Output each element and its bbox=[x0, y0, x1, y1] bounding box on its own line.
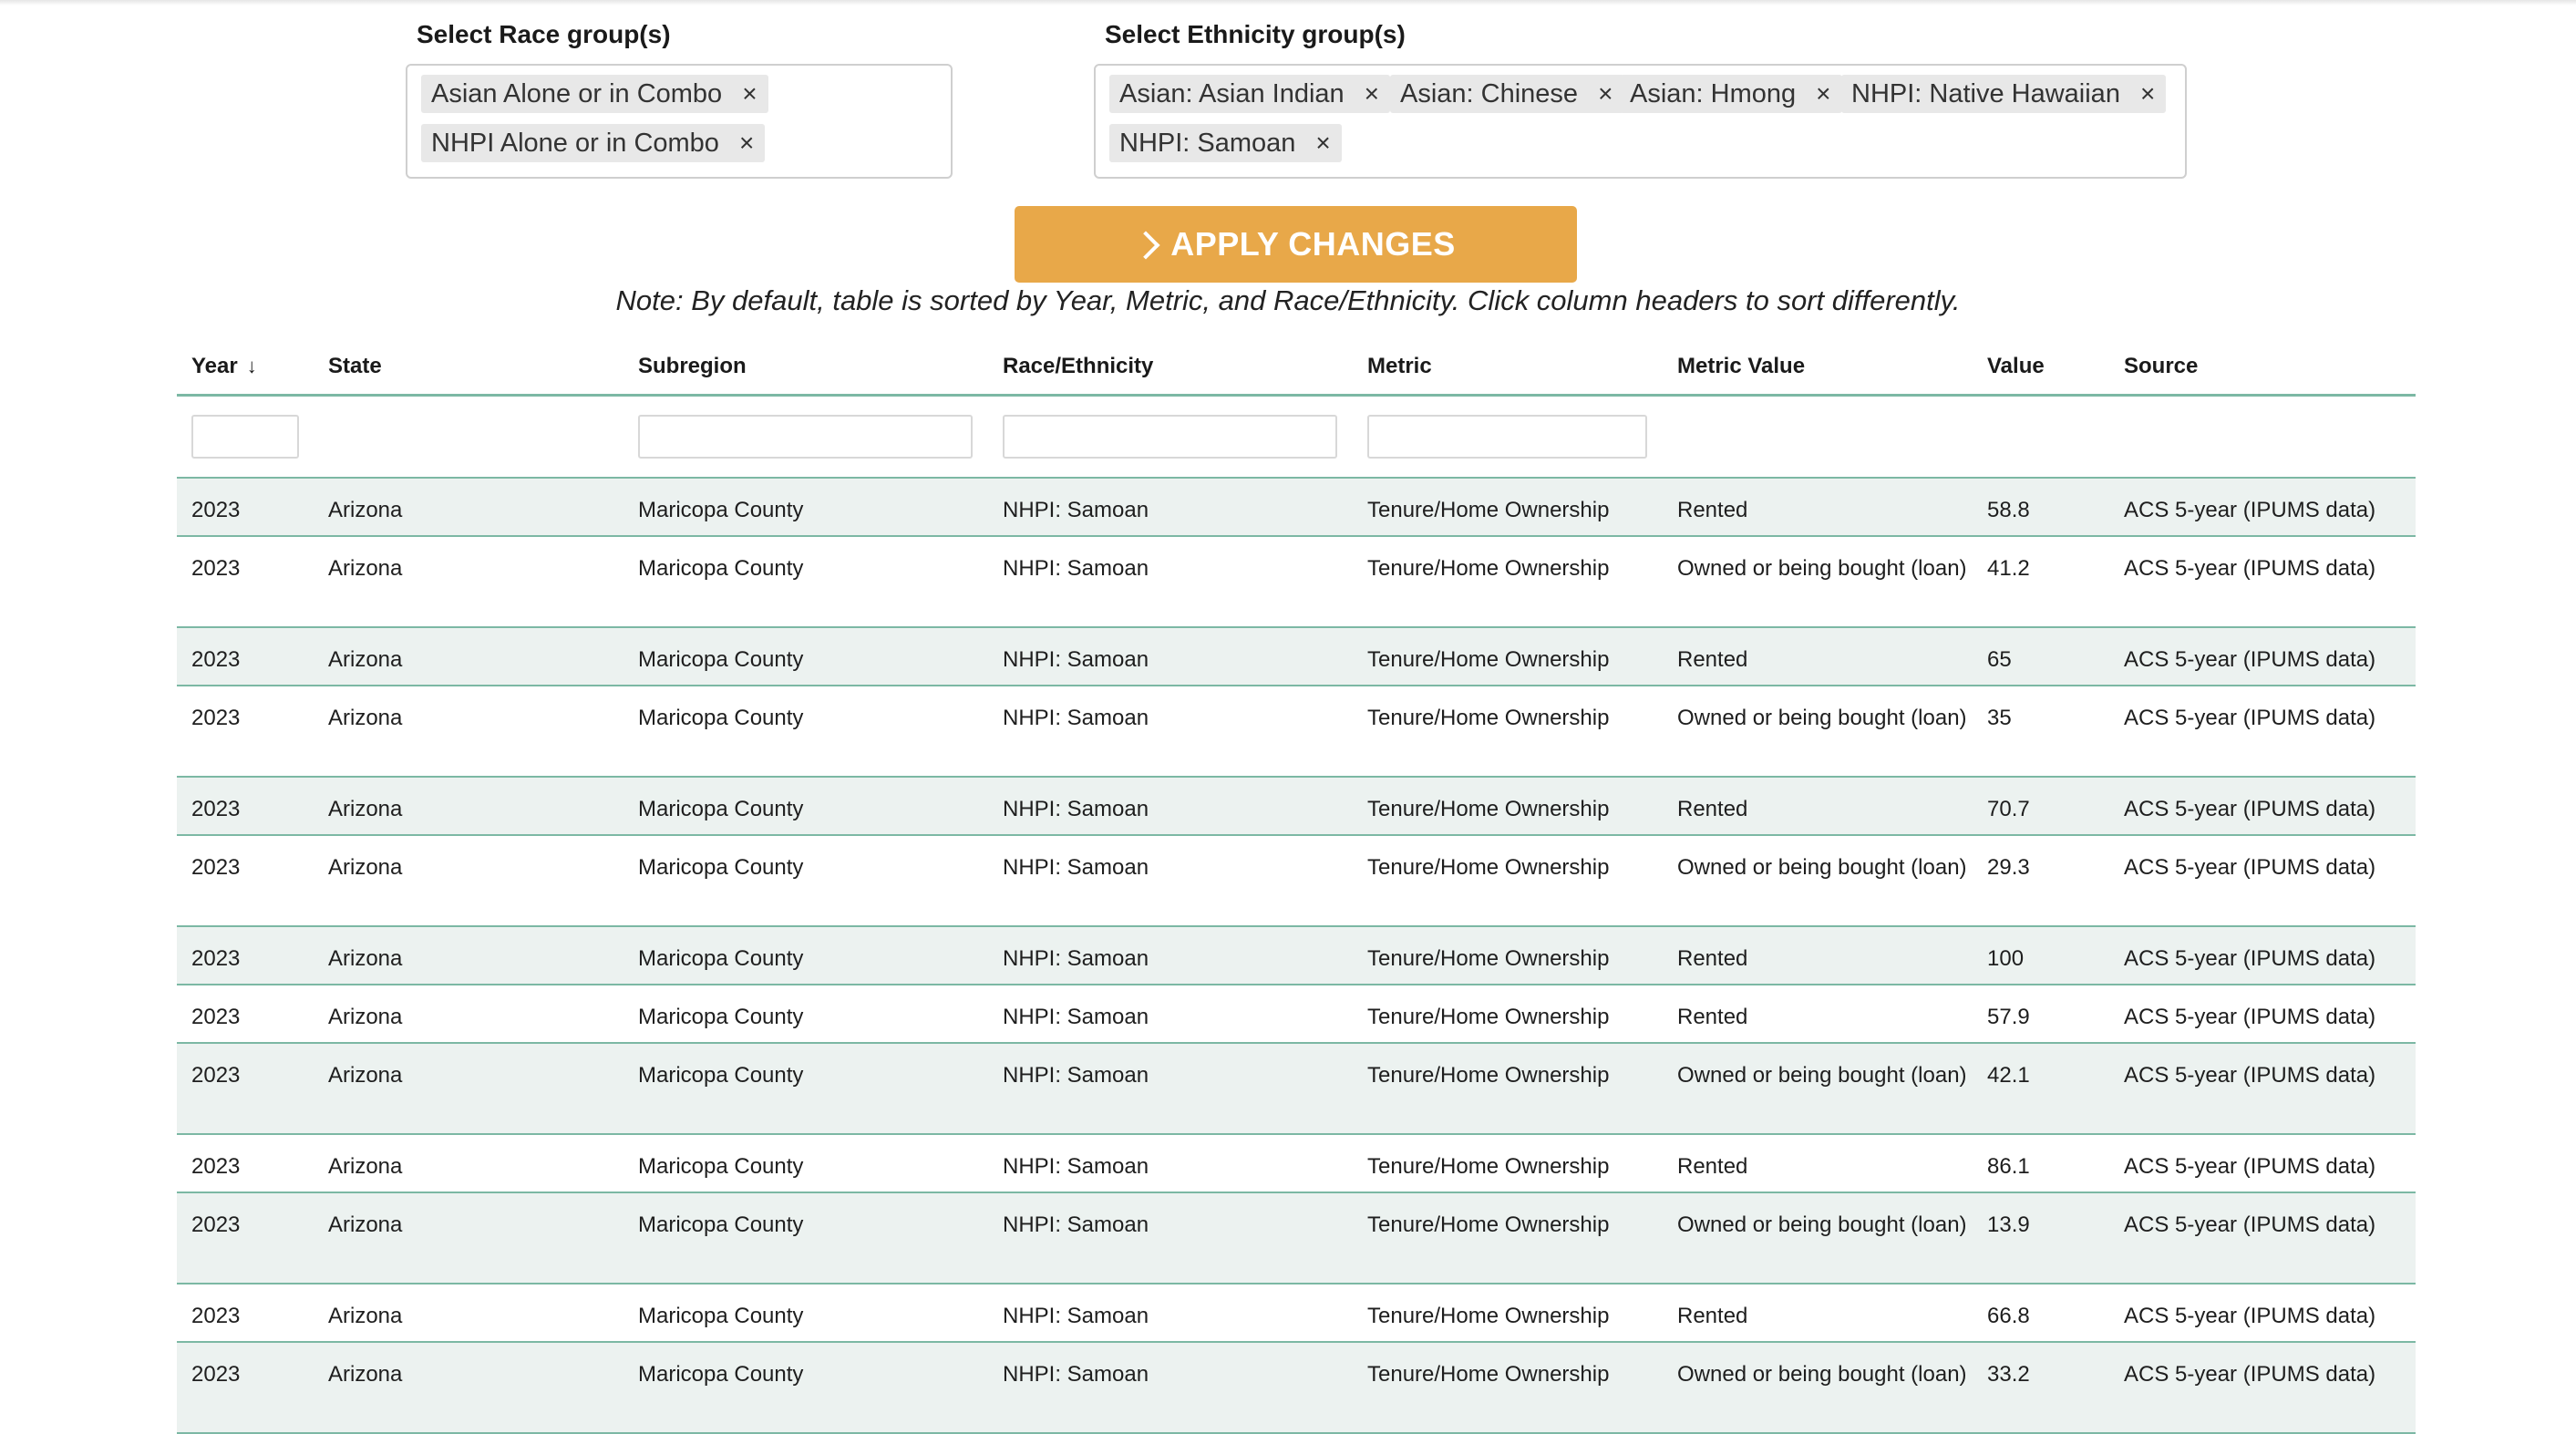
race-filter-label: Select Race group(s) bbox=[417, 20, 671, 48]
filter-cell bbox=[177, 396, 314, 479]
subregion-cell: Maricopa County bbox=[623, 1284, 988, 1342]
metric-value-cell: Owned or being bought (loan) bbox=[1663, 835, 1973, 926]
subregion-cell: Maricopa County bbox=[623, 478, 988, 536]
source-cell: ACS 5-year (IPUMS data) bbox=[2109, 1284, 2416, 1342]
source-cell: ACS 5-year (IPUMS data) bbox=[2109, 627, 2416, 686]
state-cell: Arizona bbox=[314, 686, 623, 777]
column-header-race-ethnicity[interactable] bbox=[988, 339, 1353, 396]
source-cell: ACS 5-year (IPUMS data) bbox=[2109, 686, 2416, 777]
table-row bbox=[177, 777, 2416, 835]
source-cell: ACS 5-year (IPUMS data) bbox=[2109, 536, 2416, 627]
chevron-right-icon bbox=[1132, 231, 1160, 259]
column-header-metric[interactable] bbox=[1353, 339, 1663, 396]
year-cell: 2023 bbox=[177, 686, 314, 777]
year-filter-input[interactable] bbox=[191, 415, 299, 459]
metric-value-cell: Owned or being bought (loan) bbox=[1663, 686, 1973, 777]
metric-value-cell: Rented bbox=[1663, 985, 1973, 1043]
filter-cell bbox=[1353, 396, 1663, 479]
column-header-label: State bbox=[328, 354, 382, 378]
race-ethnicity-cell: NHPI: Samoan bbox=[988, 686, 1353, 777]
filter-row bbox=[177, 396, 2416, 479]
table-row bbox=[177, 1134, 2416, 1192]
subregion-cell: Maricopa County bbox=[623, 1134, 988, 1192]
subregion-cell: Maricopa County bbox=[623, 926, 988, 985]
subregion-cell: Maricopa County bbox=[623, 777, 988, 835]
race-ethnicity-cell: NHPI: Samoan bbox=[988, 985, 1353, 1043]
metric-cell: Tenure/Home Ownership bbox=[1353, 627, 1663, 686]
metric-cell: Tenure/Home Ownership bbox=[1353, 686, 1663, 777]
source-cell: ACS 5-year (IPUMS data) bbox=[2109, 1342, 2416, 1433]
filter-cell bbox=[2109, 396, 2416, 479]
column-header-label: Source bbox=[2124, 354, 2199, 378]
year-cell: 2023 bbox=[177, 627, 314, 686]
metric-cell: Tenure/Home Ownership bbox=[1353, 1192, 1663, 1284]
state-cell: Arizona bbox=[314, 1192, 623, 1284]
ethnicity-chip bbox=[1620, 75, 1842, 113]
table-row bbox=[177, 926, 2416, 985]
column-header-label: Year bbox=[191, 354, 238, 378]
column-header-label: Value bbox=[1987, 354, 2045, 378]
column-header-state[interactable] bbox=[314, 339, 623, 396]
table-row bbox=[177, 536, 2416, 627]
value-cell: 29.3 bbox=[1973, 835, 2109, 926]
value-cell: 100 bbox=[1973, 926, 2109, 985]
column-header-metric-value[interactable] bbox=[1663, 339, 1973, 396]
source-cell: ACS 5-year (IPUMS data) bbox=[2109, 478, 2416, 536]
ethnicity-select[interactable] bbox=[1094, 64, 2187, 179]
subregion-cell: Maricopa County bbox=[623, 536, 988, 627]
remove-chip-icon[interactable]: × bbox=[742, 79, 757, 108]
metric-value-cell: Rented bbox=[1663, 926, 1973, 985]
year-cell: 2023 bbox=[177, 777, 314, 835]
value-cell: 66.8 bbox=[1973, 1284, 2109, 1342]
apply-changes-label: APPLY CHANGES bbox=[1170, 225, 1456, 263]
ethnicity-chip bbox=[1841, 75, 2166, 113]
year-cell: 2023 bbox=[177, 926, 314, 985]
state-cell: Arizona bbox=[314, 1043, 623, 1134]
source-cell: ACS 5-year (IPUMS data) bbox=[2109, 1192, 2416, 1284]
metric-value-cell: Rented bbox=[1663, 478, 1973, 536]
year-cell: 2023 bbox=[177, 1192, 314, 1284]
column-header-subregion[interactable] bbox=[623, 339, 988, 396]
column-header-label: Metric Value bbox=[1677, 354, 1806, 378]
table-row bbox=[177, 985, 2416, 1043]
year-cell: 2023 bbox=[177, 1342, 314, 1433]
table-row bbox=[177, 1192, 2416, 1284]
metric-value-cell: Owned or being bought (loan) bbox=[1663, 536, 1973, 627]
subregion-cell: Maricopa County bbox=[623, 985, 988, 1043]
state-cell: Arizona bbox=[314, 478, 623, 536]
state-cell: Arizona bbox=[314, 536, 623, 627]
ethnicity-chip-label: NHPI: Samoan bbox=[1119, 129, 1296, 158]
filter-cell bbox=[623, 396, 988, 479]
race-ethnicity-cell: NHPI: Samoan bbox=[988, 627, 1353, 686]
race-ethnicity-cell: NHPI: Samoan bbox=[988, 926, 1353, 985]
value-cell: 35 bbox=[1973, 686, 2109, 777]
apply-changes-button[interactable] bbox=[1015, 206, 1577, 283]
state-cell: Arizona bbox=[314, 985, 623, 1043]
race-chip bbox=[421, 75, 768, 113]
metric-cell: Tenure/Home Ownership bbox=[1353, 835, 1663, 926]
subregion-filter-input[interactable] bbox=[638, 415, 973, 459]
state-cell: Arizona bbox=[314, 1134, 623, 1192]
year-cell: 2023 bbox=[177, 1043, 314, 1134]
year-cell: 2023 bbox=[177, 1134, 314, 1192]
race-ethnicity-cell: NHPI: Samoan bbox=[988, 1134, 1353, 1192]
column-header-source[interactable] bbox=[2109, 339, 2416, 396]
column-header-label: Metric bbox=[1367, 354, 1432, 378]
source-cell: ACS 5-year (IPUMS data) bbox=[2109, 835, 2416, 926]
metric-cell: Tenure/Home Ownership bbox=[1353, 926, 1663, 985]
state-cell: Arizona bbox=[314, 777, 623, 835]
race-chip bbox=[421, 124, 765, 162]
filter-cell bbox=[1973, 396, 2109, 479]
state-cell: Arizona bbox=[314, 1342, 623, 1433]
column-header-label: Race/Ethnicity bbox=[1003, 354, 1154, 378]
state-cell: Arizona bbox=[314, 835, 623, 926]
column-header-year[interactable] bbox=[177, 339, 314, 396]
race-ethnicity-cell: NHPI: Samoan bbox=[988, 1342, 1353, 1433]
year-cell: 2023 bbox=[177, 478, 314, 536]
metric-cell: Tenure/Home Ownership bbox=[1353, 1284, 1663, 1342]
value-cell: 13.9 bbox=[1973, 1192, 2109, 1284]
ethnicity-chip-label: Asian: Chinese bbox=[1400, 79, 1579, 108]
table-row bbox=[177, 478, 2416, 536]
column-header-label: Subregion bbox=[638, 354, 747, 378]
ethnicity-chip bbox=[1109, 75, 1390, 113]
metric-value-cell: Owned or being bought (loan) bbox=[1663, 1043, 1973, 1134]
metric-value-cell: Owned or being bought (loan) bbox=[1663, 1342, 1973, 1433]
metric-value-cell: Rented bbox=[1663, 627, 1973, 686]
source-cell: ACS 5-year (IPUMS data) bbox=[2109, 1134, 2416, 1192]
value-cell: 42.1 bbox=[1973, 1043, 2109, 1134]
value-cell: 33.2 bbox=[1973, 1342, 2109, 1433]
top-shadow bbox=[0, 0, 2576, 5]
subregion-cell: Maricopa County bbox=[623, 686, 988, 777]
metric-cell: Tenure/Home Ownership bbox=[1353, 478, 1663, 536]
source-cell: ACS 5-year (IPUMS data) bbox=[2109, 985, 2416, 1043]
race-ethnicity-filter-input[interactable] bbox=[1003, 415, 1337, 459]
race-ethnicity-cell: NHPI: Samoan bbox=[988, 1284, 1353, 1342]
metric-cell: Tenure/Home Ownership bbox=[1353, 777, 1663, 835]
value-cell: 41.2 bbox=[1973, 536, 2109, 627]
header-row bbox=[177, 339, 2416, 396]
metric-cell: Tenure/Home Ownership bbox=[1353, 536, 1663, 627]
table-row bbox=[177, 686, 2416, 777]
subregion-cell: Maricopa County bbox=[623, 835, 988, 926]
remove-chip-icon[interactable]: × bbox=[738, 129, 755, 157]
source-cell: ACS 5-year (IPUMS data) bbox=[2109, 1043, 2416, 1134]
race-ethnicity-cell: NHPI: Samoan bbox=[988, 835, 1353, 926]
remove-chip-icon[interactable]: × bbox=[1598, 79, 1613, 108]
ethnicity-chip bbox=[1109, 124, 1342, 162]
race-ethnicity-cell: NHPI: Samoan bbox=[988, 1192, 1353, 1284]
remove-chip-icon[interactable]: × bbox=[1364, 79, 1380, 108]
race-select[interactable] bbox=[406, 64, 953, 179]
filter-cell bbox=[314, 396, 623, 479]
value-cell: 65 bbox=[1973, 627, 2109, 686]
remove-chip-icon[interactable]: × bbox=[2139, 79, 2156, 108]
year-cell: 2023 bbox=[177, 985, 314, 1043]
subregion-cell: Maricopa County bbox=[623, 1192, 988, 1284]
source-cell: ACS 5-year (IPUMS data) bbox=[2109, 777, 2416, 835]
race-chip-label: NHPI Alone or in Combo bbox=[431, 129, 719, 158]
race-ethnicity-cell: NHPI: Samoan bbox=[988, 1043, 1353, 1134]
metric-value-cell: Owned or being bought (loan) bbox=[1663, 1192, 1973, 1284]
race-ethnicity-cell: NHPI: Samoan bbox=[988, 777, 1353, 835]
value-cell: 86.1 bbox=[1973, 1134, 2109, 1192]
sort-note: Note: By default, table is sorted by Year, Metric, and Race/Ethnicity. Click column headers to sort differently. bbox=[615, 284, 1961, 316]
race-ethnicity-cell: NHPI: Samoan bbox=[988, 536, 1353, 627]
table-row bbox=[177, 1284, 2416, 1342]
ethnicity-chip bbox=[1390, 75, 1623, 113]
metric-value-cell: Rented bbox=[1663, 1284, 1973, 1342]
filter-cell bbox=[1663, 396, 1973, 479]
subregion-cell: Maricopa County bbox=[623, 1043, 988, 1134]
state-cell: Arizona bbox=[314, 1284, 623, 1342]
metric-cell: Tenure/Home Ownership bbox=[1353, 1043, 1663, 1134]
remove-chip-icon[interactable]: × bbox=[1816, 79, 1831, 108]
filter-cell bbox=[988, 396, 1353, 479]
state-cell: Arizona bbox=[314, 926, 623, 985]
ethnicity-chip-label: Asian: Asian Indian bbox=[1119, 79, 1345, 108]
data-table bbox=[177, 339, 2416, 1434]
table-row bbox=[177, 1043, 2416, 1134]
metric-filter-input[interactable] bbox=[1367, 415, 1647, 459]
table-row bbox=[177, 1342, 2416, 1433]
table-row bbox=[177, 627, 2416, 686]
metric-cell: Tenure/Home Ownership bbox=[1353, 985, 1663, 1043]
value-cell: 57.9 bbox=[1973, 985, 2109, 1043]
value-cell: 58.8 bbox=[1973, 478, 2109, 536]
year-cell: 2023 bbox=[177, 1284, 314, 1342]
source-cell: ACS 5-year (IPUMS data) bbox=[2109, 926, 2416, 985]
metric-value-cell: Rented bbox=[1663, 1134, 1973, 1192]
value-cell: 70.7 bbox=[1973, 777, 2109, 835]
state-cell: Arizona bbox=[314, 627, 623, 686]
sort-desc-icon: ↓ bbox=[246, 355, 257, 377]
column-header-value[interactable] bbox=[1973, 339, 2109, 396]
year-cell: 2023 bbox=[177, 835, 314, 926]
race-ethnicity-cell: NHPI: Samoan bbox=[988, 478, 1353, 536]
ethnicity-chip-label: Asian: Hmong bbox=[1630, 79, 1797, 108]
ethnicity-filter-label: Select Ethnicity group(s) bbox=[1105, 20, 1406, 48]
subregion-cell: Maricopa County bbox=[623, 1342, 988, 1433]
remove-chip-icon[interactable]: × bbox=[1315, 129, 1331, 157]
metric-cell: Tenure/Home Ownership bbox=[1353, 1342, 1663, 1433]
race-chip-label: Asian Alone or in Combo bbox=[431, 79, 723, 108]
subregion-cell: Maricopa County bbox=[623, 627, 988, 686]
year-cell: 2023 bbox=[177, 536, 314, 627]
metric-value-cell: Rented bbox=[1663, 777, 1973, 835]
ethnicity-chip-label: NHPI: Native Hawaiian bbox=[1851, 79, 2120, 108]
metric-cell: Tenure/Home Ownership bbox=[1353, 1134, 1663, 1192]
table-row bbox=[177, 835, 2416, 926]
